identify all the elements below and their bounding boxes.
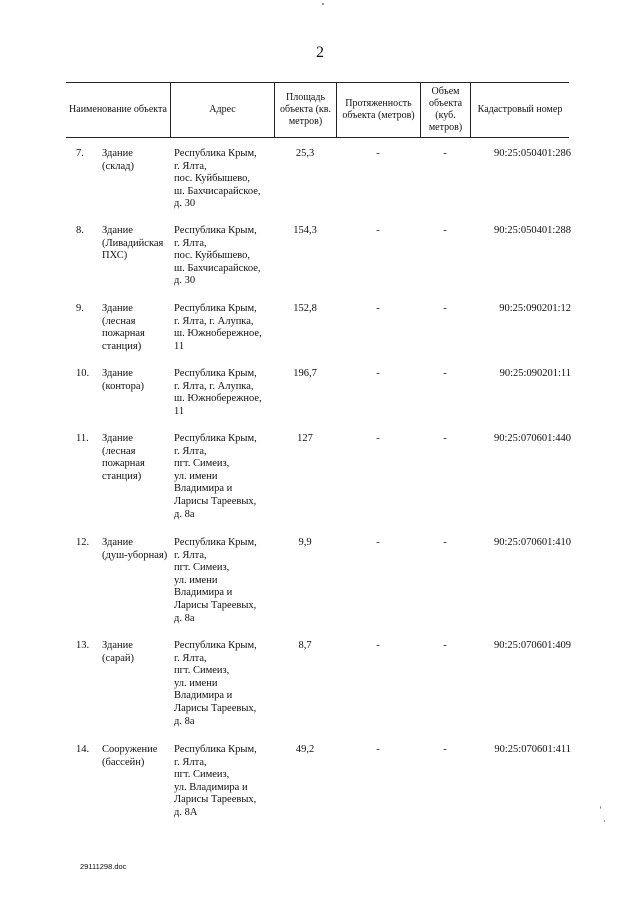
page-number: 2: [316, 44, 324, 61]
object-volume: -: [443, 368, 447, 379]
object-name: Здание (душ-уборная): [102, 537, 168, 561]
object-address: Республика Крым, г. Ялта, г. Алупка, ш. Южнобережное, 11: [174, 368, 262, 417]
cadastral-number: 90:25:050401:286: [493, 148, 571, 159]
row-number: 14.: [76, 744, 90, 755]
object-length: -: [376, 225, 380, 236]
object-volume: -: [443, 640, 447, 651]
header-address: Адрес: [170, 83, 274, 137]
object-area: 9,9: [298, 537, 312, 548]
row-number: 9.: [76, 303, 84, 314]
object-name: Здание (лесная пожарная станция): [102, 433, 145, 482]
object-length: -: [376, 640, 380, 651]
object-area: 8,7: [298, 640, 312, 651]
object-volume: -: [443, 303, 447, 314]
object-length: -: [376, 433, 380, 444]
row-number: 7.: [76, 148, 84, 159]
object-address: Республика Крым, г. Ялта, пгт. Симеиз, ул. имени Владимира и Ларисы Тареевых, д. 8а: [174, 433, 257, 520]
object-name: Здание (Ливадийская ПХС): [102, 225, 164, 262]
object-length: -: [376, 148, 380, 159]
header-volume: Объем объекта (куб. метров): [420, 83, 470, 137]
cadastral-number: 90:25:050401:288: [493, 225, 571, 236]
object-area: 196,7: [293, 368, 317, 379]
row-number: 13.: [76, 640, 90, 651]
object-length: -: [376, 744, 380, 755]
object-name: Здание (склад): [102, 148, 134, 172]
row-number: 12.: [76, 537, 90, 548]
object-name: Сооружение (бассейн): [102, 744, 158, 768]
header-area: Площадь объекта (кв. метров): [274, 83, 336, 137]
cadastral-number: 90:25:070601:411: [494, 744, 571, 755]
object-length: -: [376, 368, 380, 379]
row-number: 10.: [76, 368, 90, 379]
cadastral-number: 90:25:090201:11: [499, 368, 571, 379]
row-number: 8.: [76, 225, 84, 236]
object-address: Республика Крым, г. Ялта, г. Алупка, ш. Южнобережное, 11: [174, 303, 262, 352]
object-volume: -: [443, 148, 447, 159]
object-address: Республика Крым, г. Ялта, пос. Куйбышево, ш. Бахчисарайское, д. 30: [174, 148, 261, 210]
object-address: Республика Крым, г. Ялта, пгт. Симеиз, ул. имени Владимира и Ларисы Тареевых, д. 8а: [174, 640, 257, 727]
header-name: Наименование объекта: [69, 104, 167, 115]
row-number: 11.: [76, 433, 89, 444]
header-length: Протяженность объекта (метров): [336, 83, 420, 137]
object-area: 154,3: [293, 225, 317, 236]
object-name: Здание (конторa): [102, 368, 145, 392]
object-name: Здание (сарай): [102, 640, 134, 664]
cadastral-number: 90:25:070601:440: [493, 433, 571, 444]
object-volume: -: [443, 225, 447, 236]
object-area: 25,3: [295, 148, 315, 159]
object-length: -: [376, 303, 380, 314]
cadastral-number: 90:25:070601:410: [493, 537, 571, 548]
document-filename: 29111298.doc: [80, 862, 127, 871]
object-volume: -: [443, 537, 447, 548]
scan-speck: [600, 806, 601, 809]
cadastral-number: 90:25:090201:12: [499, 303, 571, 314]
object-address: Республика Крым, г. Ялта, пос. Куйбышево, ш. Бахчисарайское, д. 30: [174, 225, 261, 287]
cadastral-number: 90:25:070601:409: [493, 640, 571, 651]
table-header: [66, 82, 569, 138]
object-area: 152,8: [293, 303, 317, 314]
scan-speck: [322, 3, 324, 5]
object-area: 49,2: [295, 744, 315, 755]
object-name: Здание (лесная пожарная станция): [102, 303, 145, 352]
header-cadastral: Кадастровый номер: [470, 83, 569, 137]
objects-table: [66, 82, 571, 818]
object-volume: -: [443, 744, 447, 755]
object-volume: -: [443, 433, 447, 444]
object-address: Республика Крым, г. Ялта, пгт. Симеиз, ул. имени Владимира и Ларисы Тареевых, д. 8а: [174, 537, 257, 624]
object-length: -: [376, 537, 380, 548]
scan-speck: [604, 820, 605, 822]
object-address: Республика Крым, г. Ялта, пгт. Симеиз, ул. Владимира и Ларисы Тареевых, д. 8А: [174, 744, 257, 818]
object-area: 127: [297, 433, 313, 444]
